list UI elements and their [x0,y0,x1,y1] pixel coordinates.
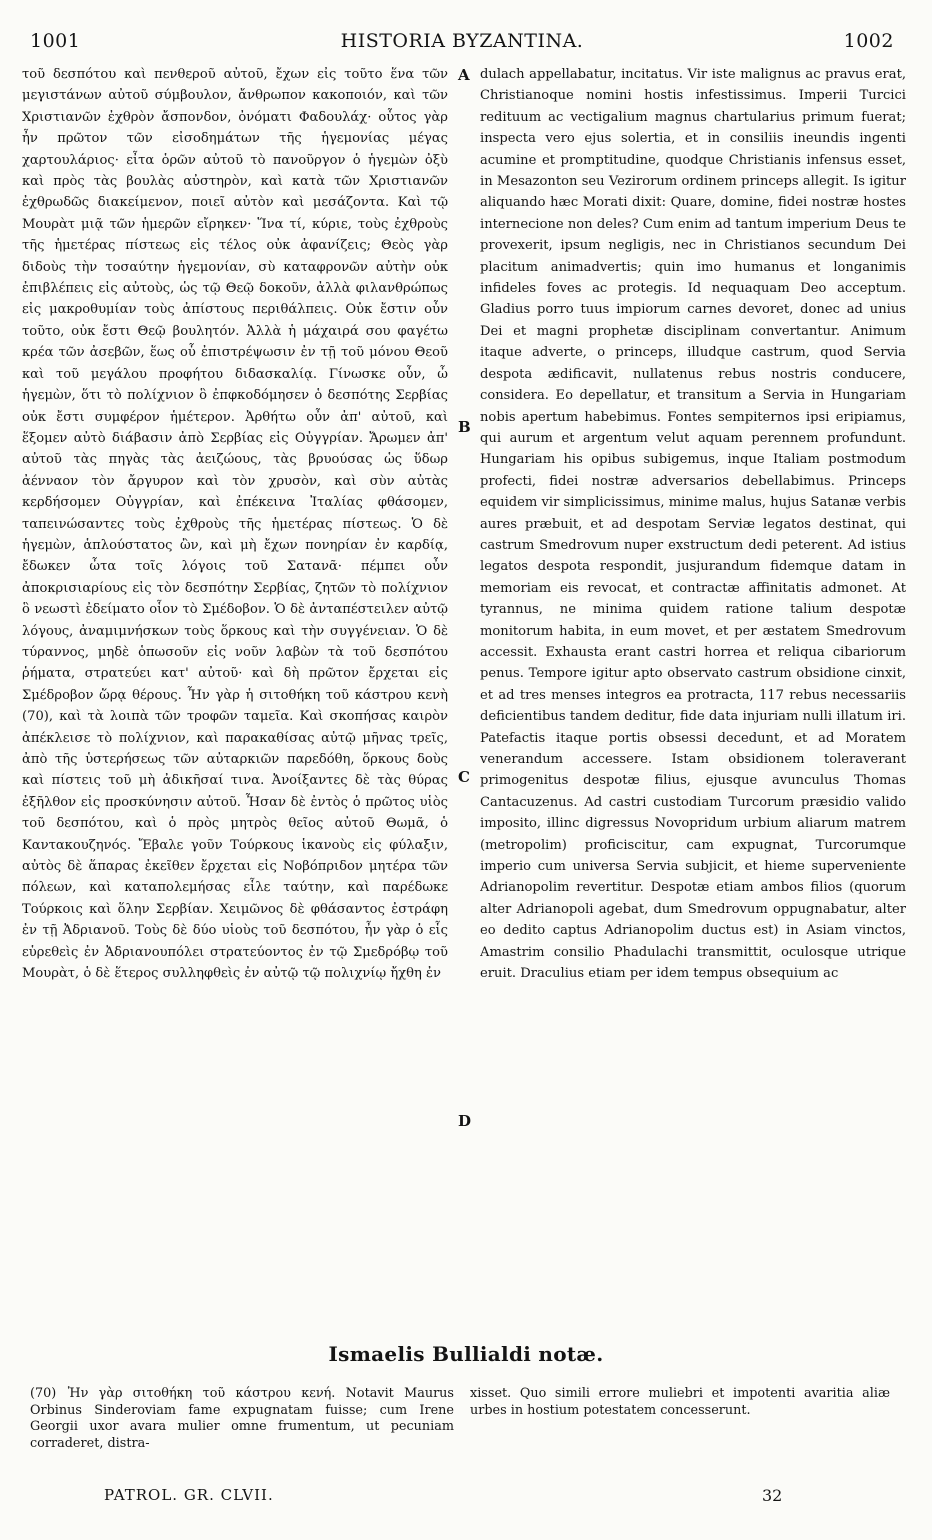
margin-letter-d: D [458,1112,472,1130]
greek-text: τοῦ δεσπότου καὶ πενθεροῦ αὐτοῦ, ἔχων εἰς τοῦτο ἕνα τῶν μεγιστάνων αὐτοῦ σύμβουλον, ἄνθρωπον κακοποιόν, καὶ τῶν Χριστιανῶν ἐχθρὸν ἄσπονδον, ὀνόματι Φαδουλάχ· οὗτος γὰρ ἦν πρῶτον τῶν εἰσοδημάτων τῆς ἡγεμονίας μέγας χαρτουλάριος· εἶτα ὁρῶν αὐτοῦ τὸ πανοῦργον ὁ ἡγεμὼν ὀξὺ καὶ πρὸς τὰς βουλὰς αὐστηρὸν, καὶ κατὰ τῶν Χριστιανῶν ἐχθρωδῶς διακείμενον, ποιεῖ αὐτὸν καὶ μεσάζοντα. Καὶ τῷ Μουρὰτ μιᾷ τῶν ἡμερῶν εἴρηκεν· Ἵνα τί, κύριε, τοὺς ἐχθροὺς τῆς ἡμετέρας πίστεως εἰς τέλος οὐκ ἀφανίζεις; Θεὸς γὰρ διδοὺς τὴν τοσαύτην ἡγεμονίαν, σὺ καταφρονῶν αὐτὴν οὐκ ἐπιβλέπεις εἰς αὐτοὺς, ὡς τῷ Θεῷ δοκοῦν, ἀλλὰ φιλανθρώπως εἰς μακροθυμίαν τοὺς ἀπίστους περιθάλπεις. Οὐκ ἔστιν οὖν τοῦτο, οὐκ ἔστι Θεῷ βουλητόν. Ἀλλὰ ἡ μάχαιρά σου φαγέτω κρέα τῶν ἀσεβῶν, ἕως οὗ ἐπιστρέψωσιν ἐν τῇ τοῦ μόνου Θεοῦ καὶ τοῦ μεγάλου προφήτου διδασκαλίᾳ. Γίνωσκε οὖν, ὦ ἡγεμὼν, ὅτι τὸ πολίχνιον ὃ ἐπφκοδόμησεν ὁ δεσπότης Σερβίας οὐκ ἔστι συμφέρον ἡμέτερον. Ἀρθήτω οὖν ἀπ' αὐτοῦ, καὶ ἕξομεν αὐτὸ διάβασιν ἀπὸ Σερβίας εἰς Οὐγγρίαν. Ἄρωμεν ἀπ' αὐτοῦ τὰς πηγὰς τὰς ἀειζώους, τὰς βρυούσας ὡς ὕδωρ ἀένναον τὸν ἄργυρον καὶ τὸν χρυσὸν, καὶ σὺν αὐτὰς κερδήσομεν Οὐγγρίαν, καὶ ἐπέκεινα Ἰταλίας φθάσομεν, ταπεινώσαντες τοὺς ἐχθροὺς τῆς ἡμετέρας πίστεως. Ὁ δὲ ἡγεμὼν, ἁπλούστατος ὢν, καὶ μὴ ἔχων πονηρίαν ἐν καρδίᾳ, ἔδωκεν ὦτα τοῖς λόγοις τοῦ Σατανᾶ· πέμπει οὖν ἀποκρισιαρίους εἰς τὸν δεσπότην Σερβίας, ζητῶν τὸ πολίχνιον ὃ νεωστὶ ἐδείματο οἷον τὸ Σμέδοβον. Ὁ δὲ ἀνταπέστειλεν αὐτῷ λόγους, ἀναμιμνήσκων τοὺς ὅρκους καὶ τὴν συγγένειαν. Ὁ δὲ τύραννος, μηδὲ ὁπωσοῦν εἰς νοῦν λαβὼν τὰ τοῦ δεσπότου ῥήματα, στρατεύει κατ' αὐτοῦ· καὶ δὴ πρῶτον ἔρχεται εἰς Σμέδροβον ὥρᾳ θέρους. Ἦν γὰρ ἡ σιτοθήκη τοῦ κάστρου κενὴ (70), καὶ τὰ λοιπὰ τῶν τροφῶν ταμεῖα. Καὶ σκοπήσας καιρὸν ἀπέκλεισε τὸ πολίχνιον, καὶ παρακαθίσας αὐτῷ μῆνας τρεῖς, ἀπὸ τῆς ὑστερήσεως τῶν αὐταρκιῶν παρεδόθη, ὅρκους δοὺς καὶ πίστεις τοῦ μὴ ἀδικῆσαί τινα. Ἀνοίξαντες δὲ τὰς θύρας ἐξῆλθον εἰς προσκύνησιν αὐτοῦ. Ἦσαν δὲ ἐντὸς ὁ πρῶτος υἱὸς τοῦ δεσπότου, καὶ ὁ πρὸς μητρὸς θεῖος αὐτοῦ Θωμᾶ, ὁ Καντακουζηνός. Ἔβαλε γοῦν Τούρκους ἱκανοὺς εἰς φύλαξιν, αὐτὸς δὲ ἅπαρας ἐκεῖθεν ἔρχεται εἰς Νοβόπριδον μητέρα τῶν πόλεων, καὶ καταπολεμήσας εἷλε ταύτην, καὶ παρέδωκε Τούρκοις καὶ ὅλην Σερβίαν. Χειμῶνος δὲ φθάσαντος ἐστράφη ἐν τῇ Ἀδριανοῦ. Τοὺς δὲ δύο υἱοὺς τοῦ δεσπότου, ἦν γὰρ ὁ εἷς εὑρεθεὶς ἐν Ἀδριανουπόλει στρατεύοντος ἐν τῷ Σμεδρόβῳ τοῦ Μουρὰτ, ὁ δὲ ἕτερος συλληφθεὶς ἐν αὐτῷ τῷ πολιχνίῳ ἤχθη ἐν [22,67,448,982]
note-right-column [470,1386,890,1446]
note-left-column [30,1386,454,1482]
latin-text-column [480,64,906,1334]
footer-sheet-number: 32 [762,1486,783,1505]
page-header [30,30,894,60]
margin-letter-c: C [458,768,470,786]
right-column-number: 1002 [843,30,894,52]
margin-letter-b: B [458,418,471,436]
left-column-number: 1001 [30,30,81,52]
note-70-text: (70) Ἦν γὰρ σιτοθήκη τοῦ κάστρου κενή. Notavit Maurus Orbinus Sinderoviam fame expugnatam fuisse; cum Irene Georgii uxor avara mulier omne frumentum, ut pecuniam corraderet, distra- [30,1386,454,1451]
footer-signature: PATROL. GR. CLVII. [104,1486,274,1504]
greek-text-column [22,64,448,1334]
running-title: HISTORIA BYZANTINA. [340,30,584,52]
note-70-continuation: xisset. Quo simili errore muliebri et impotenti avaritia aliæ urbes in hostium potestatem concesserunt. [470,1386,890,1418]
notes-heading: Ismaelis Bullialdi notæ. [328,1342,604,1366]
latin-text: dulach appellabatur, incitatus. Vir iste malignus ac pravus erat, Christianoque nomini hostis infestissimus. Imperii Turcici redituum ac vectigalium magnus chartularius primum fuerat; inspecta vero ejus solertia, et in consiliis ineundis ingenti acumine et promptitudine, quodque Christianis infensus esset, in Mesazonton seu Vezirorum ordinem princeps allegit. Is igitur aliquando hæc Morati dixit: Quare, domine, fidei nostræ hostes internecione non deles? Cum enim ad tantum imperium Deus te provexerit, ipsum negligis, nec in Christianos secundum Dei placitum animadvertis; quin imo humanus et longanimis infideles foves ac protegis. Id nequaquam Deo acceptum. Gladius porro tuus impiorum carnes devoret, donec ad unius Dei et magni prophetæ disciplinam convertantur. Animum itaque adverte, o princeps, illudque castrum, quod Servia despota ædificavit, nullatenus rebus nostris conducere, considera. Eo depellatur, et transitum a Servia in Hungariam nobis apertum habebimus. Fontes sempiternos ipsi eripiamus, qui aurum et argentum velut aquam perennem profundunt. Hungariam his opibus subigemus, inque Italiam postmodum profecti, fidei nostræ adversarios debellabimus. Princeps equidem vir simplicissimus, minime malus, hujus Satanæ verbis aures præbuit, et ad despotam Serviæ legatos destinat, qui castrum Smedrovum nuper exstructum dedi peterent. Ad istius legatos despota respondit, jusjurandum fidemque datam in memoriam eis revocat, et contractæ affinitatis admonet. At tyrannus, ne minima quidem ratione talium despotæ monitorum habita, in eum movet, et per æstatem Smedrovum accessit. Exhausta erant castri horrea et reliqua cibariorum penus. Tempore igitur apto observato castrum obsidione cinxit, et ad tres menses integros ea protracta, 117 rebus necessariis deficientibus tandem deditur, fide data injuriam nulli illatum iri. Patefactis itaque portis obsessi decedunt, et ad Moratem venerandum accessere. Istam obsidionem toleraverant primogenitus despotæ filius, ejusque avunculus Thomas Cantacuzenus. Ad castri custodiam Turcorum præsidio valido imposito, illinc digressus Novopridum urbium aliarum matrem (metropolim) proficiscitur, cam expugnat, Turcorumque imperio cum universa Servia subjicit, et hieme superveniente Adrianopolim revertitur. Despotæ etiam ambos filios (quorum alter Adrianopoli agebat, dum Smedrovum oppugnabatur, alter eo dedito captus Adrianopolim ductus est) in Asiam vinctos, Amastrim consilio Phadulachi transmittit, oculosque utrique eruit. Draculius etiam per idem tempus obsequium ac [480,67,906,982]
margin-letter-a: A [458,66,470,84]
